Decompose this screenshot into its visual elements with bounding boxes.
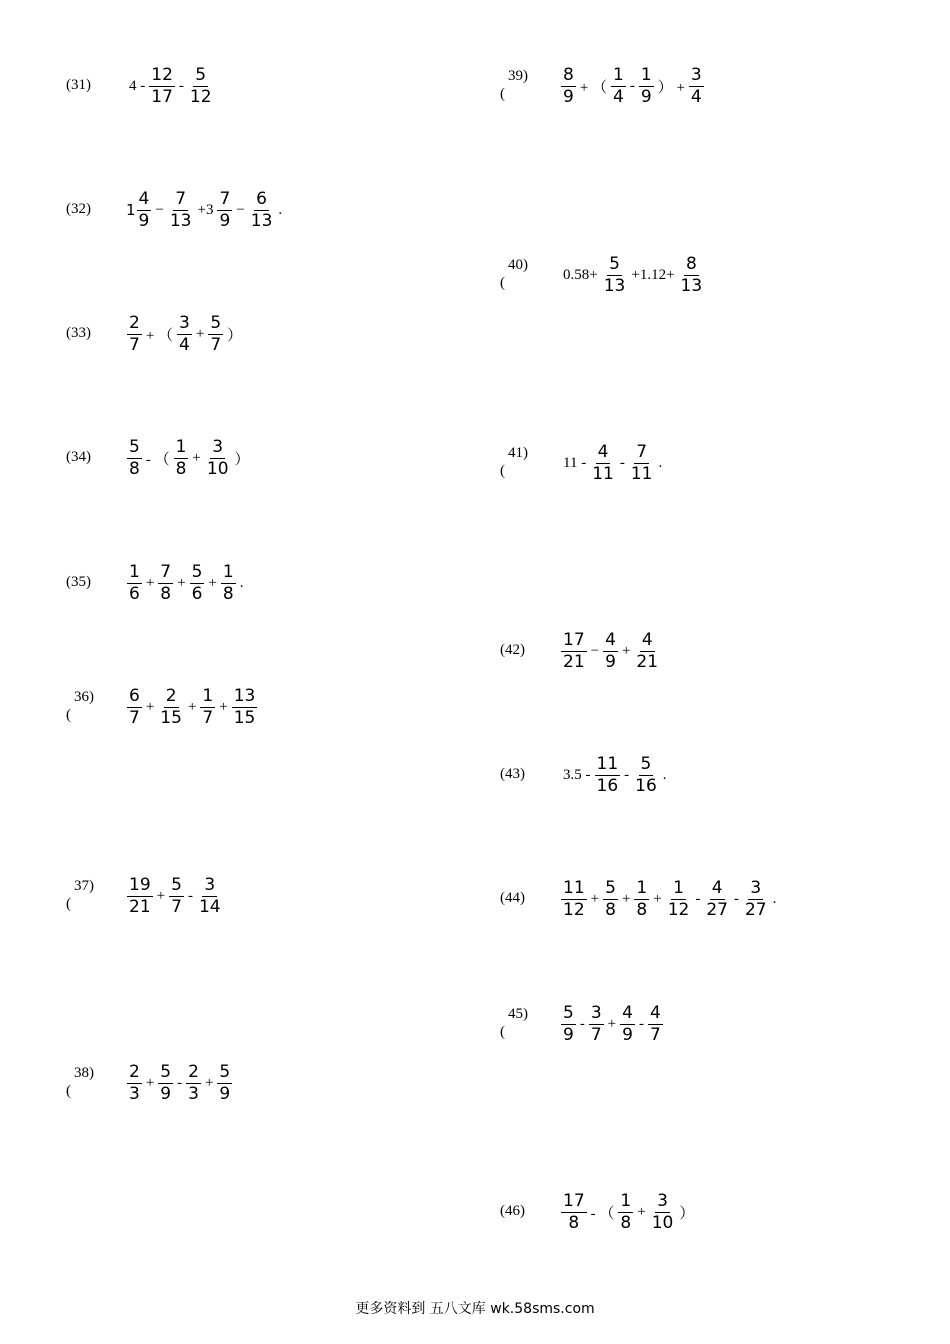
fraction — [158, 685, 184, 728]
fraction-denominator: 7 — [590, 1024, 602, 1045]
fraction — [137, 188, 152, 231]
fraction — [169, 874, 184, 917]
fraction-denominator: 7 — [210, 334, 222, 355]
operator: − — [155, 201, 164, 218]
fraction-denominator: 13 — [603, 275, 626, 296]
fraction-numerator: 5 — [563, 1002, 574, 1023]
fraction-denominator: 9 — [219, 1083, 231, 1104]
problem-label: (35) — [66, 574, 91, 590]
problem-number: 39) — [508, 68, 528, 84]
fraction — [127, 685, 142, 728]
fraction-denominator: 9 — [605, 651, 616, 672]
operator: - — [695, 890, 701, 907]
fraction — [743, 877, 769, 920]
fraction — [595, 753, 621, 796]
fraction-numerator: 1 — [673, 877, 684, 898]
fraction-denominator: 21 — [563, 651, 585, 672]
fraction-denominator: 7 — [129, 707, 140, 728]
fraction-numerator: 5 — [210, 312, 222, 333]
operator: ） — [227, 327, 243, 344]
operator: + — [195, 325, 205, 342]
fraction-numerator: 17 — [563, 1190, 585, 1211]
fraction-denominator: 13 — [680, 275, 703, 296]
fraction-denominator: 9 — [563, 1024, 574, 1045]
fraction — [127, 1061, 142, 1104]
fraction-denominator: 27 — [744, 899, 767, 920]
fraction-numerator: 5 — [191, 561, 203, 582]
problem-expression — [126, 436, 253, 480]
operator: - — [638, 1015, 644, 1032]
operator: . — [239, 574, 244, 591]
mixed-whole-number: 1 — [126, 201, 136, 219]
fraction-denominator: 4 — [690, 86, 702, 107]
fraction — [666, 877, 692, 920]
operator: + — [204, 1074, 214, 1091]
problem-label: (42) — [500, 642, 525, 658]
fraction — [186, 1061, 201, 1104]
fraction-denominator: 9 — [160, 1083, 172, 1104]
problem-paren: ( — [500, 463, 505, 479]
problem-number: 45) — [508, 1006, 528, 1022]
fraction-denominator: 8 — [129, 458, 140, 479]
problem-expression — [560, 1190, 697, 1234]
fraction-denominator: 11 — [630, 463, 653, 484]
fraction-denominator: 7 — [171, 896, 182, 917]
fraction-numerator: 5 — [171, 874, 182, 895]
fraction-numerator: 11 — [563, 877, 585, 898]
fraction-numerator: 8 — [563, 64, 574, 85]
fraction-numerator: 3 — [212, 436, 224, 457]
problem-label: (33) — [66, 325, 91, 341]
operator: - — [187, 887, 193, 904]
problem-expression — [560, 253, 705, 297]
fraction-numerator: 1 — [613, 64, 624, 85]
fraction — [249, 188, 275, 231]
fraction-denominator: 8 — [605, 899, 616, 920]
problem-expression — [560, 1002, 664, 1046]
operator: + — [208, 574, 217, 591]
operator: 11 - — [563, 454, 587, 471]
fraction — [158, 561, 173, 604]
operator: + — [145, 1074, 155, 1091]
fraction-numerator: 7 — [175, 188, 187, 209]
fraction-denominator: 15 — [160, 707, 182, 728]
fraction — [611, 64, 626, 107]
operator: + — [637, 1203, 646, 1220]
fraction-numerator: 19 — [129, 874, 151, 895]
fraction-denominator: 9 — [563, 86, 574, 107]
fraction — [168, 188, 194, 231]
problem-expression — [126, 874, 224, 918]
fraction — [618, 1190, 633, 1233]
fraction-denominator: 27 — [706, 899, 728, 920]
fraction-numerator: 5 — [160, 1061, 172, 1082]
problem-number: 36) — [74, 689, 94, 705]
fraction-denominator: 17 — [151, 86, 173, 107]
problem-expression — [126, 188, 285, 232]
fraction-numerator: 3 — [590, 1002, 602, 1023]
fraction — [158, 1061, 173, 1104]
fraction — [704, 877, 730, 920]
operator: + — [590, 890, 600, 907]
fraction — [127, 312, 142, 355]
fraction-denominator: 3 — [188, 1083, 199, 1104]
fraction-denominator: 9 — [138, 210, 150, 231]
fraction-denominator: 4 — [179, 334, 190, 355]
fraction-numerator: 12 — [151, 64, 173, 85]
fraction-denominator: 13 — [250, 210, 273, 231]
problem-label: (43) — [500, 766, 525, 782]
fraction — [589, 1002, 604, 1045]
fraction-numerator: 8 — [685, 253, 697, 274]
fraction — [634, 877, 649, 920]
operator: ） + — [657, 79, 685, 96]
fraction-numerator: 4 — [641, 629, 653, 650]
operator: . — [662, 766, 667, 783]
fraction-denominator: 8 — [175, 458, 187, 479]
fraction-numerator: 3 — [657, 1190, 668, 1211]
operator: +3 — [197, 201, 214, 218]
problem-expression — [560, 64, 705, 108]
operator: + — [653, 890, 662, 907]
fraction — [200, 685, 215, 728]
problem-expression — [126, 561, 246, 605]
fraction-denominator: 7 — [202, 707, 214, 728]
fraction-denominator: 9 — [622, 1024, 633, 1045]
fraction-numerator: 1 — [202, 685, 214, 706]
operator: + （ — [145, 327, 174, 344]
operator: + — [177, 574, 186, 591]
fraction-denominator: 9 — [219, 210, 231, 231]
fraction — [208, 312, 223, 355]
operator: - （ — [145, 451, 170, 468]
problem-number: 41) — [508, 445, 528, 461]
problem-expression — [126, 685, 258, 729]
fraction-numerator: 4 — [649, 1002, 661, 1023]
fraction — [174, 436, 189, 479]
fraction-numerator: 5 — [219, 1061, 231, 1082]
operator: + — [145, 698, 155, 715]
problem-label: (32) — [66, 201, 91, 217]
fraction-denominator: 12 — [667, 899, 690, 920]
fraction-denominator: 8 — [568, 1212, 580, 1233]
fraction-numerator: 5 — [195, 64, 207, 85]
fraction — [188, 64, 214, 107]
operator: - — [733, 890, 739, 907]
fraction-denominator: 6 — [191, 583, 203, 604]
operator: +1.12+ — [631, 266, 675, 283]
problem-paren: ( — [66, 707, 71, 723]
problem-paren: ( — [500, 275, 505, 291]
operator: - — [619, 454, 625, 471]
fraction-denominator: 15 — [233, 707, 256, 728]
operator: + — [145, 574, 155, 591]
fraction-numerator: 13 — [233, 685, 256, 706]
fraction-denominator: 8 — [636, 899, 648, 920]
fraction-numerator: 4 — [711, 877, 723, 898]
fraction-numerator: 2 — [188, 1061, 199, 1082]
fraction — [679, 253, 705, 296]
problem-paren: ( — [500, 86, 505, 102]
fraction-denominator: 7 — [129, 334, 140, 355]
operator: . — [772, 890, 777, 907]
fraction-numerator: 11 — [596, 753, 619, 774]
fraction — [634, 629, 660, 672]
fraction-numerator: 5 — [129, 436, 140, 457]
fraction — [648, 1002, 663, 1045]
fraction — [561, 64, 576, 107]
operator: + — [219, 698, 228, 715]
operator: + （ — [579, 79, 608, 96]
fraction-denominator: 7 — [649, 1024, 661, 1045]
operator: ） — [679, 1205, 695, 1222]
fraction-numerator: 5 — [605, 877, 616, 898]
fraction-denominator: 21 — [636, 651, 659, 672]
problem-expression — [560, 441, 665, 485]
problem-number: 40) — [508, 257, 528, 273]
operator: . — [278, 201, 283, 218]
fraction-denominator: 12 — [189, 86, 212, 107]
fraction-numerator: 7 — [636, 441, 648, 462]
fraction — [190, 561, 205, 604]
fraction-numerator: 4 — [597, 441, 609, 462]
footer-text: 更多资料到 五八文库 wk.58sms.com — [355, 1301, 595, 1317]
fraction — [633, 753, 659, 796]
fraction-numerator: 7 — [160, 561, 172, 582]
operator: 0.58+ — [563, 266, 598, 283]
operator: 4 - — [129, 77, 146, 94]
operator: ） — [234, 451, 250, 468]
fraction-denominator: 16 — [596, 775, 619, 796]
fraction — [603, 877, 618, 920]
fraction-denominator: 21 — [129, 896, 151, 917]
operator: + — [187, 698, 197, 715]
fraction — [221, 561, 236, 604]
problem-label: (34) — [66, 449, 91, 465]
fraction — [217, 188, 232, 231]
fraction — [561, 629, 587, 672]
fraction — [561, 1190, 587, 1233]
operator: - — [579, 1015, 585, 1032]
problem-expression — [560, 753, 670, 797]
problem-expression — [560, 877, 779, 921]
fraction — [629, 441, 655, 484]
fraction-numerator: 3 — [750, 877, 762, 898]
fraction — [639, 64, 654, 107]
fraction-denominator: 9 — [640, 86, 652, 107]
fraction-numerator: 3 — [179, 312, 190, 333]
fraction-numerator: 17 — [563, 629, 585, 650]
fraction-denominator: 12 — [563, 899, 585, 920]
fraction-numerator: 4 — [138, 188, 150, 209]
fraction-numerator: 1 — [222, 561, 234, 582]
problem-number: 38) — [74, 1065, 94, 1081]
problem-label: (44) — [500, 890, 525, 906]
fraction — [205, 436, 231, 479]
fraction — [197, 874, 223, 917]
fraction — [590, 441, 616, 484]
fraction-numerator: 4 — [605, 629, 616, 650]
problem-paren: ( — [66, 896, 71, 912]
operator: 3.5 - — [563, 766, 591, 783]
fraction — [217, 1061, 232, 1104]
fraction-numerator: 3 — [204, 874, 216, 895]
operator: + — [621, 890, 631, 907]
fraction — [232, 685, 258, 728]
fraction-denominator: 10 — [651, 1212, 674, 1233]
operator: + — [156, 887, 166, 904]
operator: + — [607, 1015, 617, 1032]
operator: - （ — [590, 1205, 615, 1222]
fraction-denominator: 8 — [620, 1212, 632, 1233]
fraction-denominator: 11 — [592, 463, 614, 484]
fraction-numerator: 5 — [609, 253, 620, 274]
operator: - — [178, 77, 184, 94]
fraction-numerator: 2 — [129, 312, 140, 333]
fraction-denominator: 6 — [129, 583, 140, 604]
fraction-denominator: 8 — [160, 583, 172, 604]
operator: − — [590, 642, 600, 659]
problem-expression — [126, 312, 245, 356]
fraction-denominator: 10 — [206, 458, 229, 479]
fraction — [561, 1002, 576, 1045]
operator: - — [177, 1074, 183, 1091]
fraction-denominator: 14 — [198, 896, 221, 917]
problem-label: (31) — [66, 77, 91, 93]
operator: + — [192, 449, 201, 466]
fraction-numerator: 7 — [219, 188, 231, 209]
problem-paren: ( — [66, 1083, 71, 1099]
fraction — [650, 1190, 676, 1233]
fraction-numerator: 1 — [175, 436, 187, 457]
fraction-numerator: 1 — [620, 1190, 632, 1211]
fraction — [127, 561, 142, 604]
fraction-numerator: 5 — [640, 753, 652, 774]
fraction — [603, 629, 618, 672]
fraction — [561, 877, 587, 920]
operator: . — [658, 454, 663, 471]
operator: − — [236, 201, 245, 218]
fraction — [127, 874, 153, 917]
fraction-numerator: 1 — [636, 877, 648, 898]
fraction — [689, 64, 704, 107]
operator: - — [629, 77, 635, 94]
fraction-numerator: 2 — [129, 1061, 140, 1082]
problem-expression — [126, 64, 215, 108]
fraction — [602, 253, 628, 296]
fraction-numerator: 6 — [129, 685, 140, 706]
fraction-denominator: 13 — [169, 210, 192, 231]
fraction-numerator: 2 — [165, 685, 177, 706]
fraction-numerator: 4 — [622, 1002, 633, 1023]
problem-expression — [126, 1061, 233, 1105]
fraction — [177, 312, 192, 355]
operator: - — [624, 766, 630, 783]
problem-paren: ( — [500, 1024, 505, 1040]
fraction-denominator: 8 — [222, 583, 234, 604]
operator: + — [621, 642, 631, 659]
fraction — [620, 1002, 635, 1045]
problem-expression — [560, 629, 661, 673]
fraction — [149, 64, 175, 107]
problem-label: (46) — [500, 1203, 525, 1219]
fraction-denominator: 16 — [635, 775, 657, 796]
fraction-numerator: 3 — [690, 64, 702, 85]
fraction-numerator: 1 — [640, 64, 652, 85]
fraction-denominator: 4 — [613, 86, 624, 107]
fraction-numerator: 6 — [256, 188, 267, 209]
fraction-numerator: 1 — [129, 561, 140, 582]
problem-number: 37) — [74, 878, 94, 894]
fraction — [127, 436, 142, 479]
fraction-denominator: 3 — [129, 1083, 140, 1104]
